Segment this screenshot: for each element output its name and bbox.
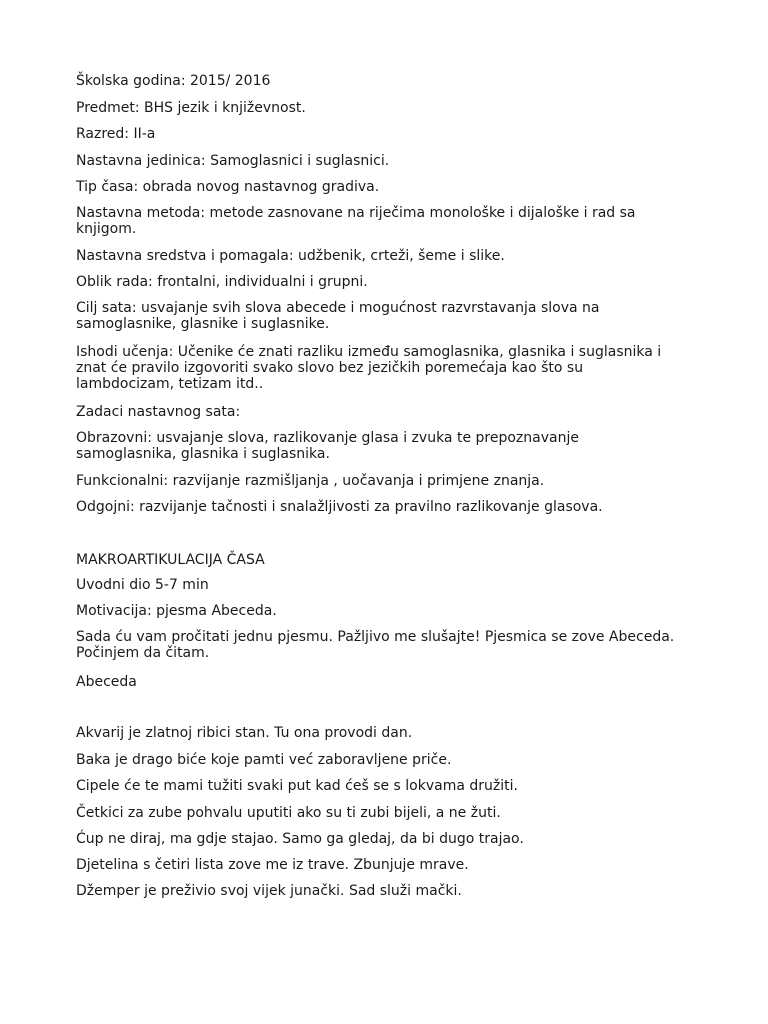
- lesson-tasks-heading: Zadaci nastavnog sata:: [76, 404, 241, 420]
- section-title: MAKROARTIKULACIJA ČASA: [76, 552, 265, 568]
- learning-outcomes: Ishodi učenja: Učenike će znati razliku između samoglasnika, glasnika i suglasnika i znat će pravilo izgovoriti svako slovo bez jezičkih poremećaja kao što su lambdocizam, tetizam itd..: [76, 344, 662, 392]
- teaching-method: Nastavna metoda: metode zasnovane na riječima monološke i dijaloške i rad sa knjigom.: [76, 205, 636, 237]
- upbringing-task: Odgojni: razvijanje tačnosti i snalažljivosti za pravilno razlikovanje glasova.: [76, 499, 603, 515]
- school-year: Školska godina: 2015/ 2016: [76, 73, 271, 89]
- lesson-type: Tip časa: obrada novog nastavnog gradiva.: [76, 179, 380, 195]
- work-form: Oblik rada: frontalni, individualni i grupni.: [76, 274, 368, 290]
- poem-line: Cipele će te mami tužiti svaki put kad ćeš se s lokvama družiti.: [76, 778, 518, 794]
- educational-task: Obrazovni: usvajanje slova, razlikovanje glasa i zvuka te prepoznavanje samoglasnika, glasnika i suglasnika.: [76, 430, 579, 462]
- poem-title: Abeceda: [76, 674, 137, 690]
- subject: Predmet: BHS jezik i književnost.: [76, 100, 306, 116]
- poem-line: Džemper je preživio svoj vijek junački. Sad služi mački.: [76, 883, 462, 899]
- grade: Razred: II-a: [76, 126, 156, 142]
- poem-line: Četkici za zube pohvalu uputiti ako su ti zubi bijeli, a ne žuti.: [76, 805, 501, 821]
- teaching-aids: Nastavna sredstva i pomagala: udžbenik, crteži, šeme i slike.: [76, 248, 505, 264]
- motivation: Motivacija: pjesma Abeceda.: [76, 603, 277, 619]
- lesson-unit: Nastavna jedinica: Samoglasnici i suglasnici.: [76, 153, 390, 169]
- poem-line: Ćup ne diraj, ma gdje stajao. Samo ga gledaj, da bi dugo trajao.: [76, 831, 524, 847]
- functional-task: Funkcionalni: razvijanje razmišljanja , uočavanja i primjene znanja.: [76, 473, 545, 489]
- poem-line: Djetelina s četiri lista zove me iz trave. Zbunjuje mrave.: [76, 857, 469, 873]
- poem-line: Baka je drago biće koje pamti već zaboravljene priče.: [76, 752, 452, 768]
- lesson-goal: Cilj sata: usvajanje svih slova abecede i mogućnost razvrstavanja slova na samoglasnike, glasnike i suglasnike.: [76, 300, 600, 332]
- intro-duration: Uvodni dio 5-7 min: [76, 577, 209, 593]
- teacher-speech: Sada ću vam pročitati jednu pjesmu. Pažljivo me slušajte! Pjesmica se zove Abeceda. Počinjem da čitam.: [76, 629, 675, 661]
- poem-line: Akvarij je zlatnoj ribici stan. Tu ona provodi dan.: [76, 725, 413, 741]
